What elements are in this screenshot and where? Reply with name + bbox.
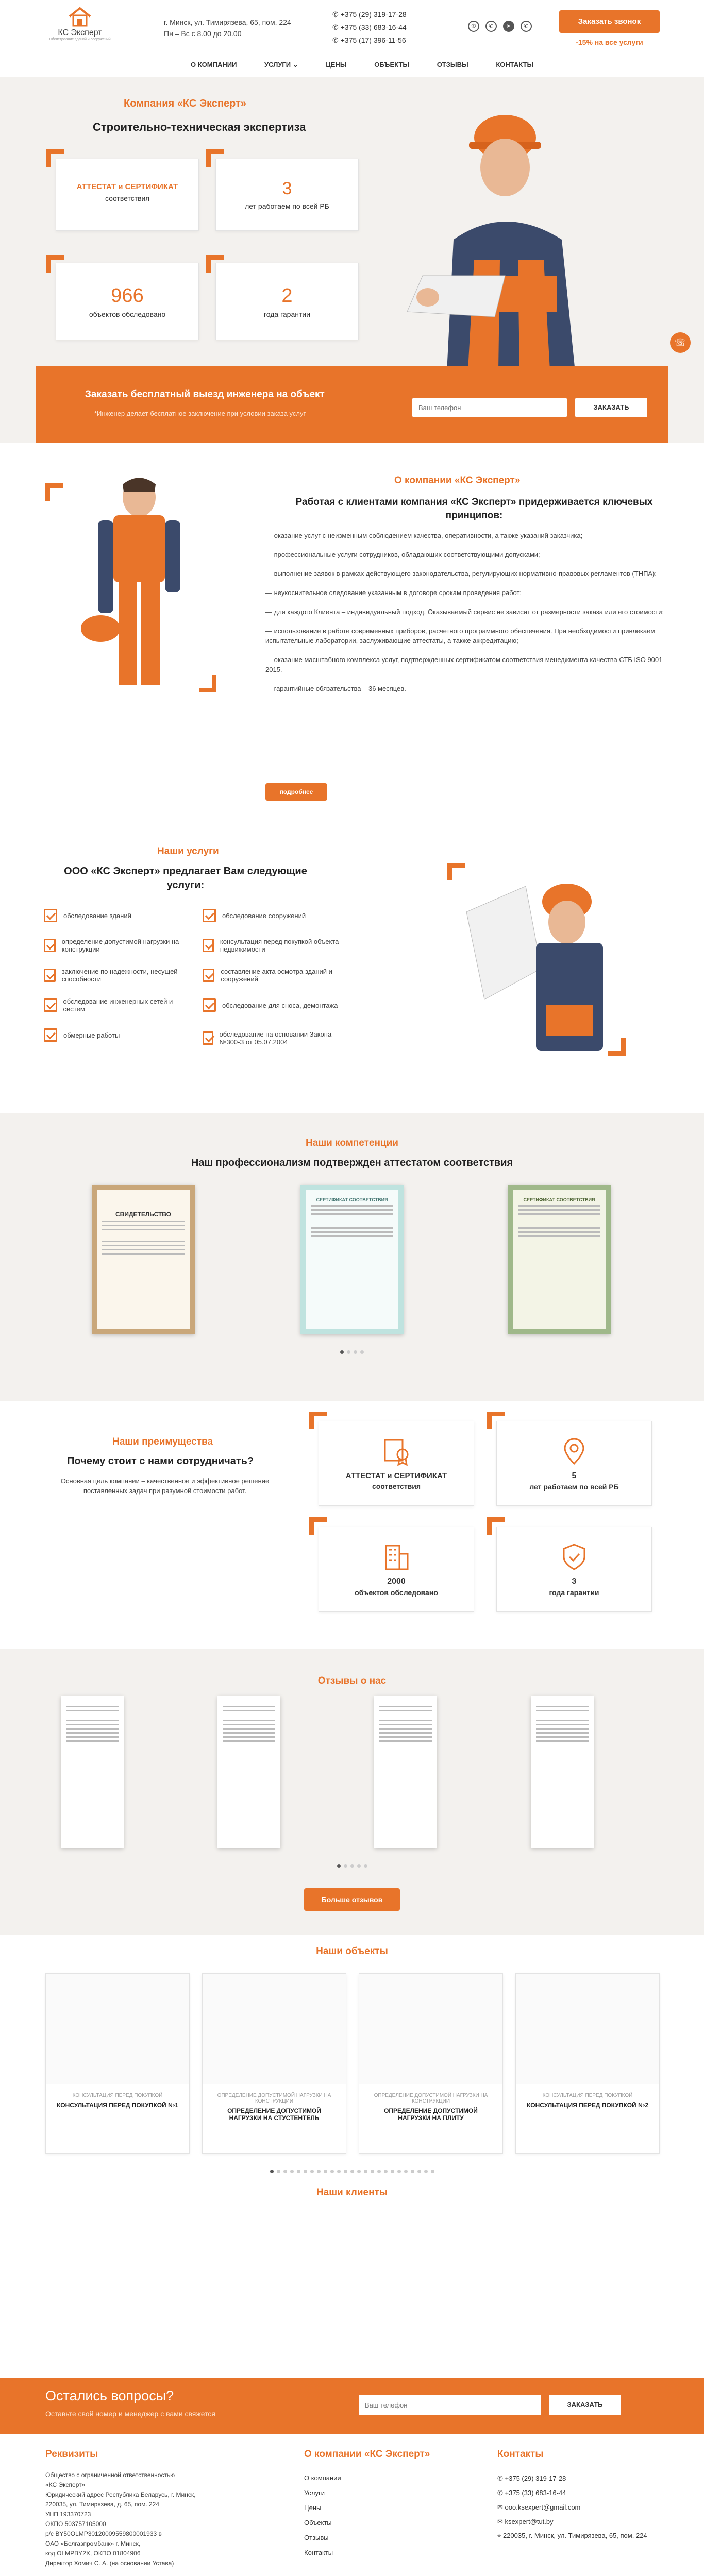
questions-subtitle: Оставьте свой номер и менеджер с вами свяжется (45, 2410, 215, 2418)
footer-phone-2[interactable]: ✆ +375 (33) 683-16-44 (497, 2489, 566, 2497)
advantages-text: Основная цель компании – качественное и эффективное решение поставленных задач при разумной стоимости работ. (60, 1477, 270, 1495)
footer: Реквизиты Общество с ограниченной ответственностью «КС Эксперт» Юридический адрес Республика Беларусь, г. Минск, 220035, ул. Тимирязева, д. 65, пом. 224 УНП 193370723 ОКПО 503757105000 р/с BY50OLMP30120009559800001933 в ОАО «Белгазпромбанк» г. Минск, код OLMPBY2X, ОКПО 01804906 Директор Хомич С. А. (на основании Устава) О компании «КС Эксперт» О компании Услуги Цены Объекты Отзывы Контакты Контакты ✆ +375 (29) 319-17-28 ✆ +375 (33) 683-16-44 ✉ ooo.ksexpert@gmail.com ✉ ksexpert@tut.by ⌖ 220035, г. Минск, ул. Тимирязева, 65, пом. 224 (0, 2434, 704, 2576)
carousel-dots[interactable] (0, 1347, 704, 1355)
viber-alt-icon[interactable]: ✆ (485, 21, 497, 32)
clients-heading: Наши клиенты (316, 2187, 388, 2198)
phone-icon: ✆ (332, 23, 341, 31)
review-document[interactable] (217, 1696, 280, 1848)
reviews-section (0, 1649, 704, 1935)
whatsapp-icon[interactable]: ✆ (521, 21, 532, 32)
phone-icon: ✆ (332, 10, 341, 19)
nav-prices[interactable]: ЦЕНЫ (326, 61, 347, 69)
competence-title: Наш профессионализм подтвержден аттестатом соответствия (191, 1157, 513, 1168)
carousel-dots[interactable] (0, 2166, 704, 2175)
footer-requisites-heading: Реквизиты (45, 2449, 98, 2460)
logo[interactable] (49, 6, 111, 47)
order-banner (36, 366, 668, 443)
hours-text: Пн – Вс с 8.00 до 20.00 (164, 29, 242, 38)
check-icon (44, 1028, 57, 1042)
main-nav (191, 61, 533, 69)
nav-reviews[interactable]: ОТЗЫВЫ (437, 61, 468, 69)
check-icon (203, 909, 216, 922)
advantages-heading: Наши преимущества (112, 1436, 213, 1447)
services-heading: Наши услуги (157, 846, 219, 857)
footer-email-1[interactable]: ✉ ooo.ksexpert@gmail.com (497, 2503, 581, 2511)
competence-heading: Наши компетенции (306, 1138, 398, 1148)
advantage-card: АТТЕСТАТ и СЕРТИФИКАТ соответствия (319, 1421, 474, 1506)
nav-services[interactable]: УСЛУГИ ⌄ (264, 61, 298, 69)
about-list: — оказание услуг с неизменным соблюдением качества, оперативности, а также указаний заказчика; — профессиональные услуги сотрудников, обладающих соответствующими допусками; — выполнение заявок в рамках действующего законодательства, регулирующих нормативно-правовых регламентов (ТНПА); — неукоснительное следование указанным в договоре срокам проведения работ; — для каждого Клиента – индивидуальный подход. Оказываемый сервис не зависит от размерности заказа или его стоимости; — использование в работе современных приборов, расчетного программного обеспечения. При необходимости привлекаем испытательные лаборатории, заслуживающие аттестаты, а также аккредитацию; — оказание масштабного комплекса услуг, подтвержденных сертификатом соответствия менеджмента качества СТБ ISO 9001–2015. — гарантийные обязательства – 36 месяцев. (265, 532, 666, 692)
objects-section (0, 1935, 704, 2187)
footer-email-2[interactable]: ✉ ksexpert@tut.by (497, 2518, 554, 2526)
object-card[interactable]: ОПРЕДЕЛЕНИЕ ДОПУСТИМОЙ НАГРУЗКИ НА КОНСТРУКЦИИ ОПРЕДЕЛЕНИЕ ДОПУСТИМОЙ НАГРУЗКИ НА СТУСТЕНТЕЛЬ (202, 1973, 346, 2154)
questions-banner (0, 2378, 704, 2434)
building-icon (381, 1541, 412, 1572)
footer-address: ⌖ 220035, г. Минск, ул. Тимирязева, 65, пом. 224 (497, 2532, 647, 2539)
order-button[interactable]: ЗАКАЗАТЬ (575, 398, 647, 417)
footer-link-about[interactable]: О компании (304, 2474, 341, 2482)
address-text: г. Минск, ул. Тимирязева, 65, пом. 224 (164, 18, 291, 26)
advantage-card: 5 лет работаем по всей РБ (496, 1421, 652, 1506)
footer-link-reviews[interactable]: Отзывы (304, 2534, 329, 2541)
services-section (0, 835, 704, 1113)
nav-objects[interactable]: ОБЪЕКТЫ (374, 61, 410, 69)
footer-phone-1[interactable]: ✆ +375 (29) 319-17-28 (497, 2475, 566, 2482)
object-card[interactable]: КОНСУЛЬТАЦИЯ ПЕРЕД ПОКУПКОЙ КОНСУЛЬТАЦИЯ ПЕРЕД ПОКУПКОЙ №1 (45, 1973, 190, 2154)
more-reviews-button[interactable]: Больше отзывов (304, 1888, 400, 1911)
advantage-card: 3 года гарантии (496, 1527, 652, 1612)
hero-stat-card: 2 года гарантии (215, 263, 359, 340)
service-item[interactable]: определение допустимой нагрузки на конструкции (44, 930, 193, 960)
check-icon (203, 969, 214, 982)
service-item[interactable]: обследование сооружений (203, 901, 352, 930)
location-pin-icon: ⌖ (497, 2532, 503, 2539)
service-item[interactable]: заключение по надежности, несущей способности (44, 960, 193, 990)
telegram-icon[interactable]: ➤ (503, 21, 514, 32)
header (0, 0, 704, 77)
location-pin-icon (559, 1436, 590, 1467)
about-title: Работая с клиентами компания «КС Эксперт» придерживается ключевых принципов: (295, 497, 653, 521)
review-document[interactable] (531, 1696, 594, 1848)
clients-section (0, 2187, 704, 2378)
hero-stat-card: 3 лет работаем по всей РБ (215, 159, 359, 231)
phone-icon: ✆ (497, 2489, 505, 2497)
advantage-card: 2000 объектов обследовано (319, 1527, 474, 1612)
service-item[interactable]: обследование для сноса, демонтажа (203, 990, 352, 1020)
about-section (0, 453, 704, 835)
discount-text: -15% на все услуги (576, 38, 643, 46)
mail-icon: ✉ (497, 2503, 505, 2511)
logo-title: КС Эксперт (58, 28, 102, 37)
check-icon (203, 998, 216, 1012)
phone-icon: ✆ (497, 2475, 505, 2482)
footer-link-objects[interactable]: Объекты (304, 2519, 332, 2527)
service-item[interactable]: обмерные работы (44, 1020, 193, 1050)
review-document[interactable] (374, 1696, 437, 1848)
object-card[interactable]: КОНСУЛЬТАЦИЯ ПЕРЕД ПОКУПКОЙ КОНСУЛЬТАЦИЯ ПЕРЕД ПОКУПКОЙ №2 (515, 1973, 660, 2154)
viber-icon[interactable]: ✆ (468, 21, 479, 32)
shield-check-icon (559, 1541, 590, 1572)
services-worker-image (464, 866, 618, 1056)
advantages-section (0, 1401, 704, 1649)
certificate-image[interactable]: СВИДЕТЕЛЬСТВО (92, 1185, 195, 1334)
check-icon (44, 998, 57, 1012)
logo-house-icon (67, 6, 93, 27)
certificate-image[interactable]: СЕРТИФИКАТ СООТВЕТСТВИЯ (300, 1185, 404, 1334)
banner-title: Заказать бесплатный выезд инженера на объект (85, 389, 325, 400)
nav-contacts[interactable]: КОНТАКТЫ (496, 61, 534, 69)
about-worker-image (77, 474, 196, 690)
competence-section (0, 1113, 704, 1401)
about-more-button[interactable]: подробнее (265, 783, 327, 801)
footer-contacts-heading: Контакты (497, 2449, 544, 2460)
carousel-dots[interactable] (0, 1861, 704, 1869)
hero-company: Компания «КС Эксперт» (124, 98, 246, 109)
check-icon (44, 909, 57, 922)
check-icon (203, 939, 214, 952)
phone-1[interactable]: ✆ +375 (29) 319-17-28 (332, 10, 407, 19)
certificate-image[interactable]: СЕРТИФИКАТ СООТВЕТСТВИЯ (508, 1185, 611, 1334)
services-title: ООО «КС Эксперт» предлагает Вам следующие услуги: (64, 866, 307, 891)
hero-stat-card: 966 объектов обследовано (56, 263, 199, 340)
floating-action-icon[interactable]: ☏ (670, 332, 691, 353)
footer-about-heading: О компании «КС Эксперт» (304, 2449, 430, 2460)
phone-input[interactable] (412, 398, 567, 417)
about-heading: О компании «КС Эксперт» (394, 475, 521, 486)
service-item[interactable]: составление акта осмотра зданий и сооружений (203, 960, 352, 990)
chevron-down-icon: ⌄ (291, 61, 298, 69)
service-item[interactable]: обследование на основании Закона №300-З от 05.07.2004 (203, 1020, 352, 1056)
check-icon (203, 1031, 213, 1045)
check-icon (44, 969, 56, 982)
nav-about[interactable]: О КОМПАНИИ (191, 61, 237, 69)
service-item[interactable]: обследование инженерных сетей и систем (44, 990, 193, 1020)
check-icon (44, 939, 56, 952)
questions-title: Остались вопросы? (45, 2388, 174, 2403)
questions-phone-input[interactable] (359, 2395, 541, 2415)
service-item[interactable]: обследование зданий (44, 901, 193, 930)
footer-link-contacts[interactable]: Контакты (304, 2549, 333, 2556)
hero-stat-card: АТТЕСТАТ и СЕРТИФИКАТ соответствия (56, 159, 199, 231)
reviews-heading: Отзывы о нас (317, 1675, 387, 1686)
phone-2[interactable]: ✆ +375 (33) 683-16-44 (332, 23, 407, 31)
call-button[interactable]: Заказать звонок (559, 10, 660, 33)
mail-icon: ✉ (497, 2518, 505, 2526)
service-item[interactable]: консультация перед покупкой объекта недвижимости (203, 930, 352, 960)
review-document[interactable] (61, 1696, 124, 1848)
footer-link-services[interactable]: Услуги (304, 2489, 325, 2497)
phone-icon: ✆ (332, 36, 341, 44)
logo-subtitle: Обследование зданий и сооружений (49, 38, 111, 41)
banner-subtitle: *Инженер делает бесплатное заключение при условии заказа услуг (94, 410, 306, 417)
phone-3[interactable]: ✆ +375 (17) 396-11-56 (332, 36, 406, 44)
questions-order-button[interactable]: ЗАКАЗАТЬ (549, 2395, 621, 2415)
certificate-icon (381, 1436, 412, 1467)
advantages-title: Почему стоит с нами сотрудничать? (67, 1455, 254, 1467)
hero-title: Строительно-техническая экспертиза (93, 121, 306, 133)
object-card[interactable]: ОПРЕДЕЛЕНИЕ ДОПУСТИМОЙ НАГРУЗКИ НА КОНСТРУКЦИИ ОПРЕДЕЛЕНИЕ ДОПУСТИМОЙ НАГРУЗКИ НА ПЛИТУ (359, 1973, 503, 2154)
footer-link-prices[interactable]: Цены (304, 2504, 322, 2512)
objects-heading: Наши объекты (316, 1946, 388, 1957)
